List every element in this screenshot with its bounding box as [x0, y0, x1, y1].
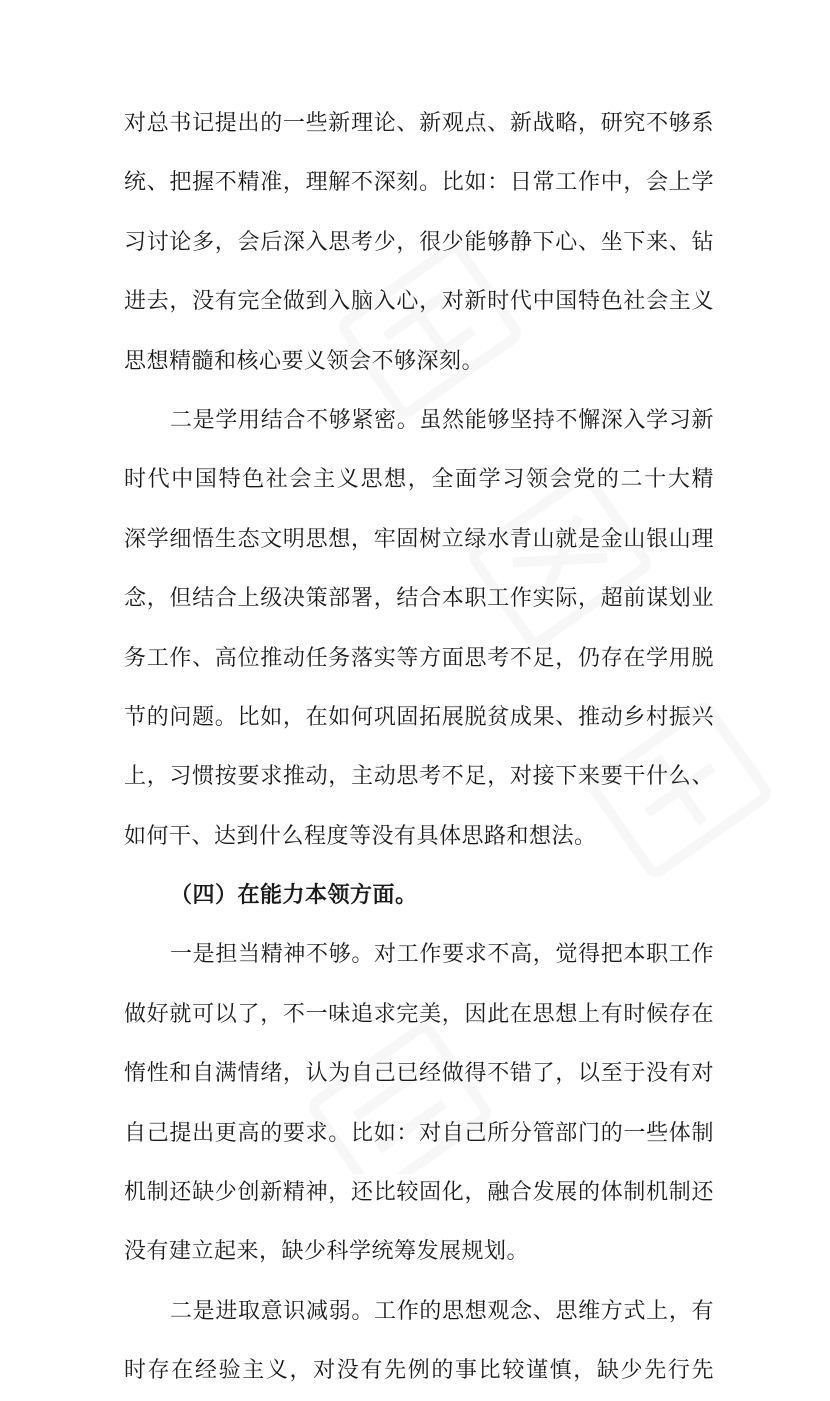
- text-line: 对总书记提出的一些新理论、新观点、新战略，研究不够系: [124, 111, 714, 136]
- text-line: 上，习惯按要求推动，主动思考不足，对接下来要干什么、: [124, 764, 714, 790]
- paragraph-start-line: 二是进取意识减弱。工作的思想观念、思维方式上，有: [170, 1298, 714, 1324]
- text-line: 统、把握不精准，理解不深刻。比如：日常工作中，会上学: [124, 170, 714, 196]
- text-line: 做好就可以了，不一味追求完美，因此在思想上有时候存在: [124, 1001, 714, 1027]
- text-line: 深学细悟生态文明思想，牢固树立绿水青山就是金山银山理: [124, 526, 714, 552]
- text-line: 如何干、达到什么程度等没有具体思路和想法。: [124, 823, 597, 849]
- text-line: 务工作、高位推动任务落实等方面思考不足，仍存在学用脱: [124, 645, 714, 671]
- text-line: 习讨论多，会后深入思考少，很少能够静下心、坐下来、钻: [124, 229, 714, 255]
- text-line: 念，但结合上级决策部署，结合本职工作实际，超前谋划业: [124, 586, 714, 612]
- text-line: 自己提出更高的要求。比如：对自己所分管部门的一些体制: [124, 1120, 714, 1146]
- text-line: 时存在经验主义，对没有先例的事比较谨慎，缺少先行先: [124, 1358, 714, 1384]
- section-heading: （四）在能力本领方面。: [170, 883, 418, 909]
- text-line: 没有建立起来，缺少科学统筹发展规划。: [124, 1239, 530, 1265]
- paragraph-start-line: 一是担当精神不够。对工作要求不高，觉得把本职工作: [170, 942, 714, 968]
- text-line: 惰性和自满情绪，认为自己已经做得不错了，以至于没有对: [124, 1061, 714, 1087]
- text-line: 进去，没有完全做到入脑入心，对新时代中国特色社会主义: [124, 289, 714, 315]
- text-line: 机制还缺少创新精神，还比较固化，融合发展的体制机制还: [124, 1180, 714, 1206]
- text-line: 节的问题。比如，在如何巩固拓展脱贫成果、推动乡村振兴: [124, 704, 714, 730]
- text-line: 时代中国特色社会主义思想，全面学习领会党的二十大精: [124, 467, 714, 493]
- document-body: [124, 94, 714, 1401]
- text-line: 思想精髓和核心要义领会不够深刻。: [124, 348, 485, 374]
- paragraph-start-line: 二是学用结合不够紧密。虽然能够坚持不懈深入学习新: [170, 407, 714, 433]
